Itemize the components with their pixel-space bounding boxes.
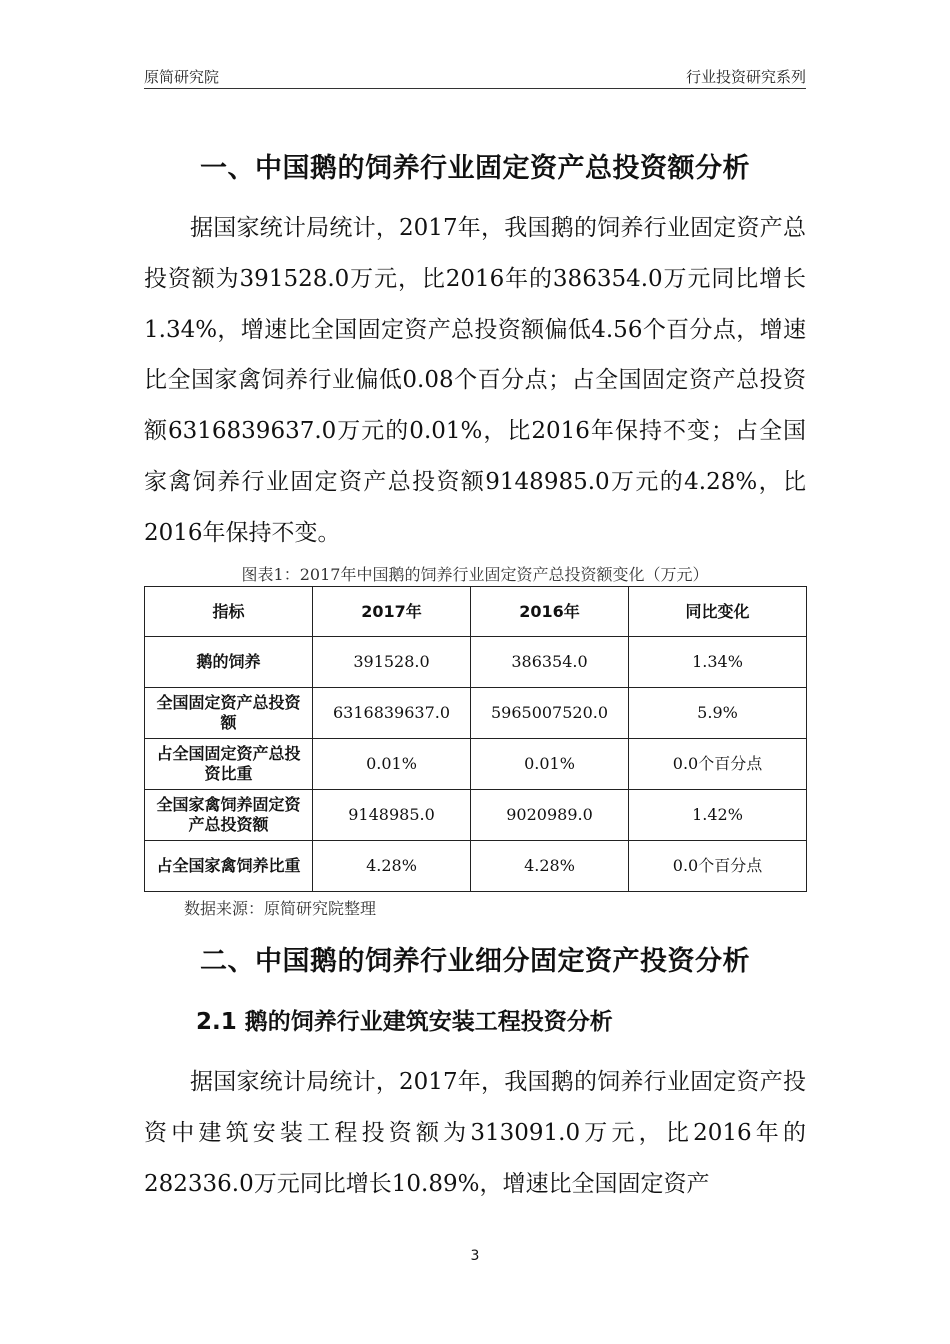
- table-header-row: [145, 587, 807, 637]
- cell-2017: 6316839637.0: [313, 688, 471, 739]
- header-cell-change: 同比变化: [629, 587, 807, 637]
- row-label: 占全国固定资产总投资比重: [145, 739, 313, 790]
- header-divider: [144, 88, 806, 89]
- header-org-name: 原简研究院: [144, 68, 220, 86]
- section1-title: 一、中国鹅的饲养行业固定资产总投资额分析: [200, 153, 750, 184]
- header-cell-2016: 2016年: [471, 587, 629, 637]
- header-cell-2017: 2017年: [313, 587, 471, 637]
- cell-change: 1.42%: [629, 790, 807, 841]
- row-label: 占全国家禽饲养比重: [145, 841, 313, 892]
- header-cell-indicator: 指标: [145, 587, 313, 637]
- section2-title: 二、中国鹅的饲养行业细分固定资产投资分析: [200, 946, 750, 977]
- table-row: [145, 790, 807, 841]
- table-caption: 图表1：2017年中国鹅的饲养行业固定资产总投资额变化（万元）: [241, 565, 709, 584]
- cell-2017: 391528.0: [313, 637, 471, 688]
- investment-table: [144, 586, 807, 892]
- cell-change: 5.9%: [629, 688, 807, 739]
- cell-2017: 0.01%: [313, 739, 471, 790]
- header-series-name: 行业投资研究系列: [685, 68, 806, 86]
- row-label: 全国固定资产总投资额: [145, 688, 313, 739]
- cell-change: 0.0个百分点: [629, 841, 807, 892]
- cell-2017: 9148985.0: [313, 790, 471, 841]
- row-label: 全国家禽饲养固定资产总投资额: [145, 790, 313, 841]
- cell-change: 0.0个百分点: [629, 739, 807, 790]
- cell-change: 1.34%: [629, 637, 807, 688]
- cell-2016: 0.01%: [471, 739, 629, 790]
- table-row: [145, 688, 807, 739]
- cell-2016: 5965007520.0: [471, 688, 629, 739]
- cell-2017: 4.28%: [313, 841, 471, 892]
- table-source-note: 数据来源：原简研究院整理: [184, 899, 377, 918]
- table-row: [145, 637, 807, 688]
- cell-2016: 4.28%: [471, 841, 629, 892]
- cell-2016: 386354.0: [471, 637, 629, 688]
- table-row: [145, 841, 807, 892]
- row-label: 鹅的饲养: [145, 637, 313, 688]
- table-row: [145, 739, 807, 790]
- page-number: 3: [470, 1248, 480, 1264]
- section2-paragraph: 据国家统计局统计，2017年，我国鹅的饲养行业固定资产投资中建筑安装工程投资额为313091.0万元，比2016年的282336.0万元同比增长10.89%，增速比全国固定资产: [144, 1069, 806, 1197]
- cell-2016: 9020989.0: [471, 790, 629, 841]
- section2-subtitle: 2.1 鹅的饲养行业建筑安装工程投资分析: [196, 1009, 613, 1035]
- section1-paragraph: 据国家统计局统计，2017年，我国鹅的饲养行业固定资产总投资额为391528.0万元，比2016年的386354.0万元同比增长1.34%，增速比全国固定资产总投资额偏低4.56个百分点，增速比全国家禽饲养行业偏低0.08个百分点；占全国固定资产总投资额6316839637.0万元的0.01%，比2016年保持不变；占全国家禽饲养行业固定资产总投资额9148985.0万元的4.28%，比2016年保持不变。: [144, 215, 806, 546]
